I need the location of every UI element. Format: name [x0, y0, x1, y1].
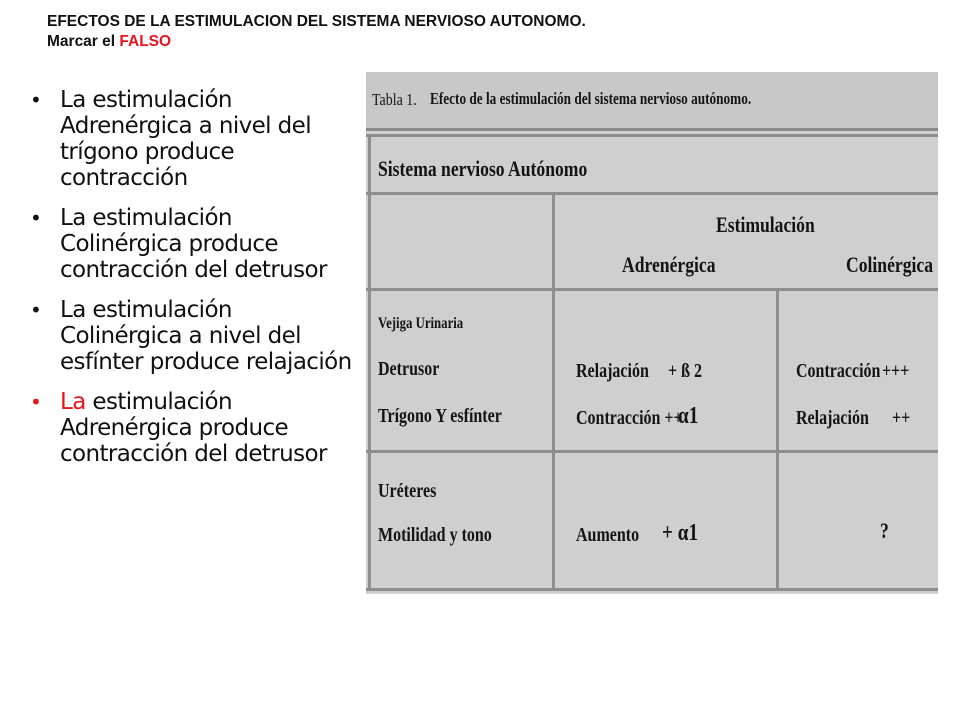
bullet-icon: • [30, 206, 42, 230]
table-line [368, 134, 371, 591]
table-line [366, 450, 938, 453]
column-group-header: Estimulación [716, 212, 815, 237]
row-label-motilidad: Motilidad y tono [378, 524, 492, 546]
table-line [366, 588, 938, 591]
cell-trigono-cholinergic: Relajación [796, 407, 869, 429]
table-line [366, 192, 938, 195]
title-line-1: EFECTOS DE LA ESTIMULACION DEL SISTEMA NERVIOSO AUTONOMO. [47, 13, 586, 30]
table-caption-number: Tabla 1. [372, 90, 417, 109]
row-label-detrusor: Detrusor [378, 358, 440, 380]
bullet-icon: • [30, 88, 42, 112]
bullet-icon: • [30, 390, 42, 414]
cell-trigono-adrenergic: Contracción ++ [576, 407, 683, 429]
option-1-text: La estimulación Adrenérgica a nivel del trígono produce contracción [60, 87, 312, 191]
slide-title [47, 12, 586, 52]
title-highlight: FALSO [119, 33, 172, 50]
column-header-cholinergic: Colinérgica [846, 252, 934, 277]
table-caption-title: Efecto de la estimulación del sistema nervioso autónomo. [430, 89, 752, 108]
option-3 [30, 297, 360, 375]
option-1 [30, 87, 360, 191]
option-4-text: estimulación Adrenérgica produce contracción del detrusor [60, 389, 327, 467]
column-header-adrenergic: Adrenérgica [622, 252, 716, 277]
cell-detrusor-cholinergic: Contracción [796, 360, 881, 382]
cell-detrusor-adrenergic-sign: + ß 2 [668, 360, 703, 382]
option-3-text: La estimulación Colinérgica a nivel del esfínter produce relajación [60, 297, 352, 375]
cell-trigono-adrenergic-sign: α1 [678, 403, 699, 429]
title-prefix: Marcar el [47, 33, 120, 50]
table-section-title: Sistema nervioso Autónomo [378, 156, 588, 181]
cell-motilidad-adrenergic-sign: + α1 [662, 520, 699, 546]
cell-detrusor-cholinergic-sign: +++ [882, 360, 910, 382]
cell-motilidad-adrenergic: Aumento [576, 524, 640, 546]
table-line [366, 288, 938, 291]
cell-motilidad-cholinergic: ? [880, 518, 889, 543]
table-line [552, 192, 555, 591]
row-label-vejiga: Vejiga Urinaria [378, 315, 464, 332]
option-4 [30, 389, 360, 467]
row-label-ureteres: Uréteres [378, 480, 437, 502]
title-line-2 [47, 32, 586, 52]
stimulation-table-image [366, 72, 938, 594]
answer-options [30, 87, 360, 481]
table-line [776, 288, 779, 591]
option-2-text: La estimulación Colinérgica produce contracción del detrusor [60, 205, 327, 283]
bullet-icon: • [30, 298, 42, 322]
cell-trigono-cholinergic-sign: ++ [892, 407, 911, 429]
option-4-highlight: La [60, 389, 86, 415]
table-caption [366, 72, 938, 131]
row-label-trigono: Trígono Y esfínter [378, 405, 502, 427]
table-line [366, 134, 938, 137]
option-2 [30, 205, 360, 283]
cell-detrusor-adrenergic: Relajación [576, 360, 649, 382]
